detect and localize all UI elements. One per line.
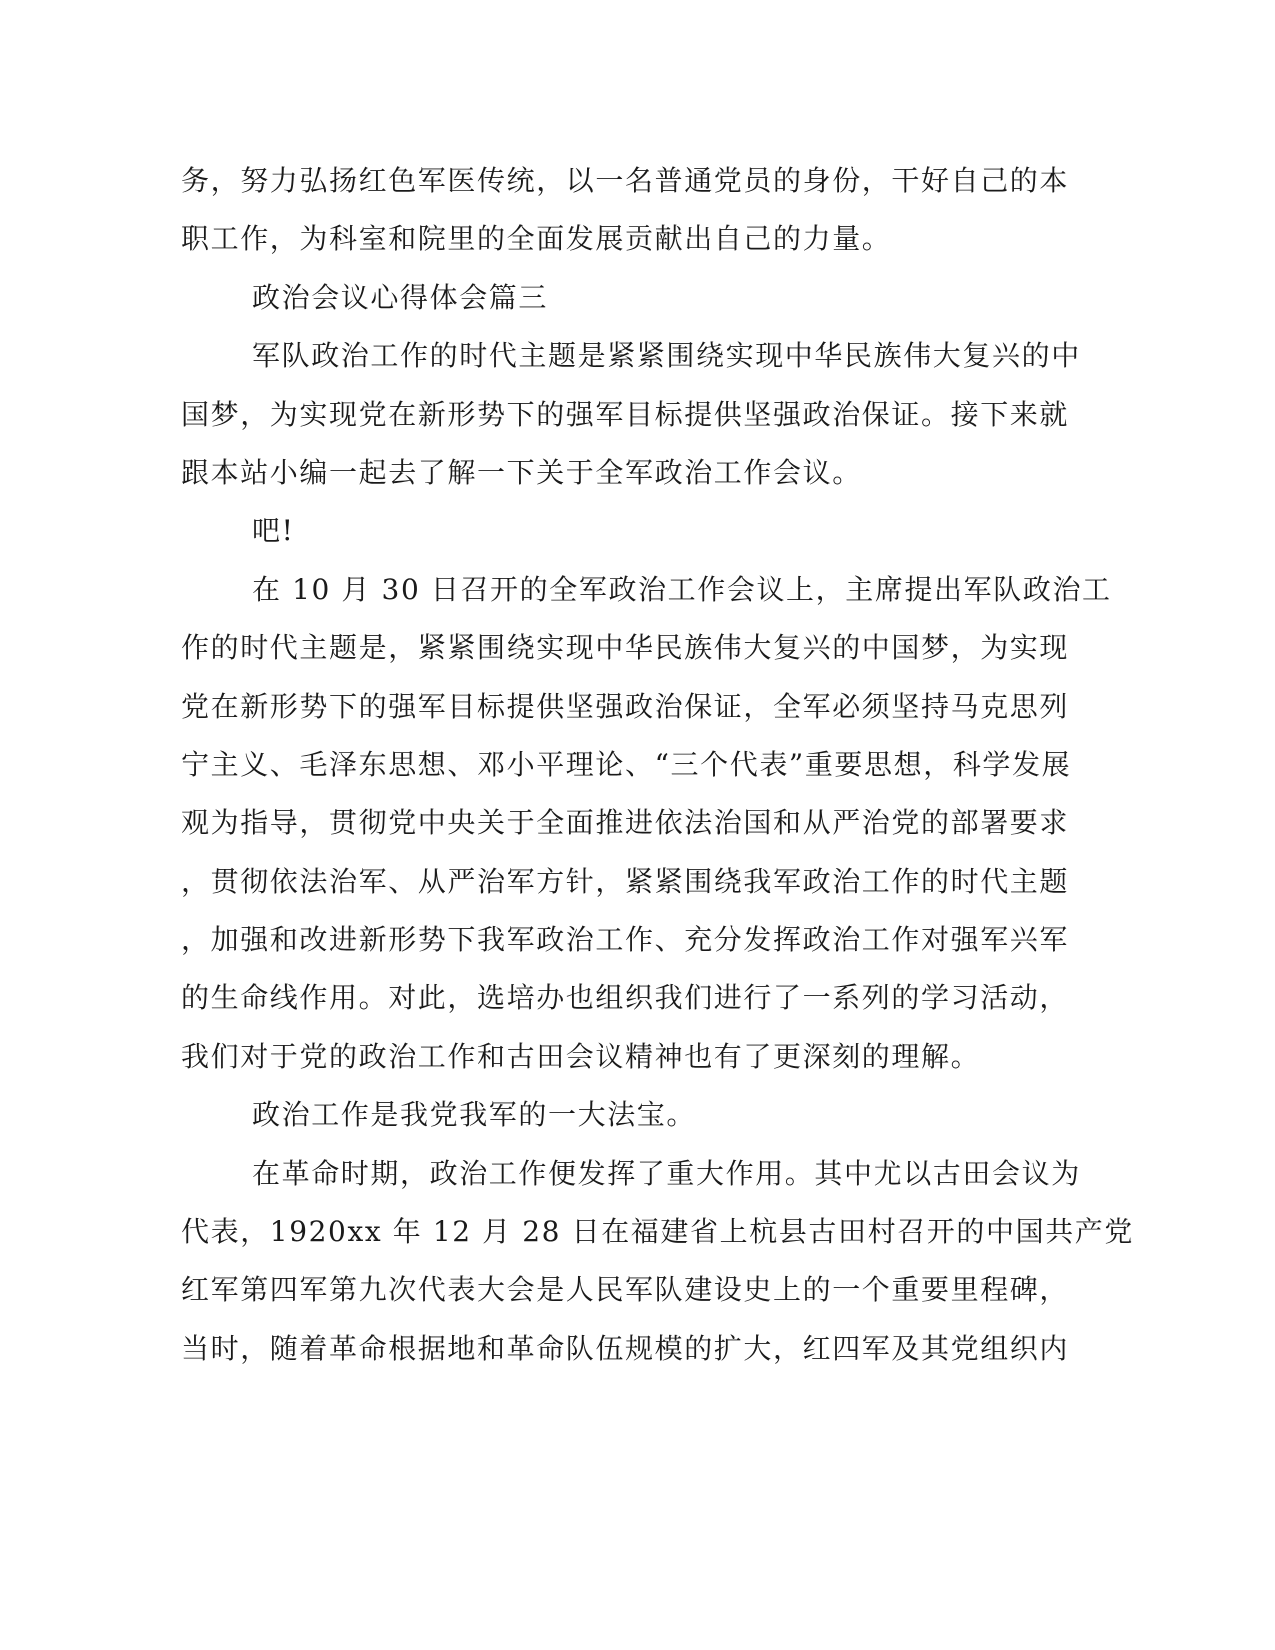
text-line: 跟本站小编一起去了解一下关于全军政治工作会议。 bbox=[181, 455, 862, 489]
text-line: 宁主义、毛泽东思想、邓小平理论、“三个代表”重要思想，科学发展 bbox=[181, 747, 1072, 781]
text-line: 职工作，为科室和院里的全面发展贡献出自己的力量。 bbox=[181, 222, 892, 256]
text-line: 务，努力弘扬红色军医传统，以一名普通党员的身份，干好自己的本 bbox=[181, 164, 1070, 197]
text-line: 红军第四军第九次代表大会是人民军队建设史上的一个重要里程碑， bbox=[181, 1273, 1070, 1307]
text-line: 在 10 月 30 日召开的全军政治工作会议上，主席提出军队政治工 bbox=[252, 572, 1112, 606]
text-line: 观为指导，贯彻党中央关于全面推进依法治国和从严治党的部署要求 bbox=[181, 806, 1070, 840]
document-body bbox=[181, 152, 1135, 1378]
text-line: 国梦，为实现党在新形势下的强军目标提供坚强政治保证。接下来就 bbox=[181, 397, 1070, 431]
text-line: 我们对于党的政治工作和古田会议精神也有了更深刻的理解。 bbox=[181, 1039, 981, 1073]
text-line: 当时，随着革命根据地和革命队伍规模的扩大，红四军及其党组织内 bbox=[181, 1331, 1070, 1365]
text-line: 政治工作是我党我军的一大法宝。 bbox=[252, 1098, 697, 1132]
text-line: 吧! bbox=[252, 514, 295, 548]
text-line: ，贯彻依法治军、从严治军方针，紧紧围绕我军政治工作的时代主题 bbox=[181, 864, 1070, 898]
text-line: 的生命线作用。对此，选培办也组织我们进行了一系列的学习活动， bbox=[181, 981, 1070, 1015]
text-line: 军队政治工作的时代主题是紧紧围绕实现中华民族伟大复兴的中 bbox=[252, 339, 1081, 373]
text-line: 代表，1920xx 年 12 月 28 日在福建省上杭县古田村召开的中国共产党 bbox=[181, 1215, 1135, 1249]
text-line: 党在新形势下的强军目标提供坚强政治保证，全军必须坚持马克思列 bbox=[181, 689, 1070, 723]
text-line: 在革命时期，政治工作便发挥了重大作用。其中尤以古田会议为 bbox=[252, 1156, 1081, 1190]
text-line: ，加强和改进新形势下我军政治工作、充分发挥政治工作对强军兴军 bbox=[181, 923, 1070, 957]
text-line: 作的时代主题是，紧紧围绕实现中华民族伟大复兴的中国梦，为实现 bbox=[181, 631, 1070, 665]
section-heading: 政治会议心得体会篇三 bbox=[252, 280, 549, 314]
